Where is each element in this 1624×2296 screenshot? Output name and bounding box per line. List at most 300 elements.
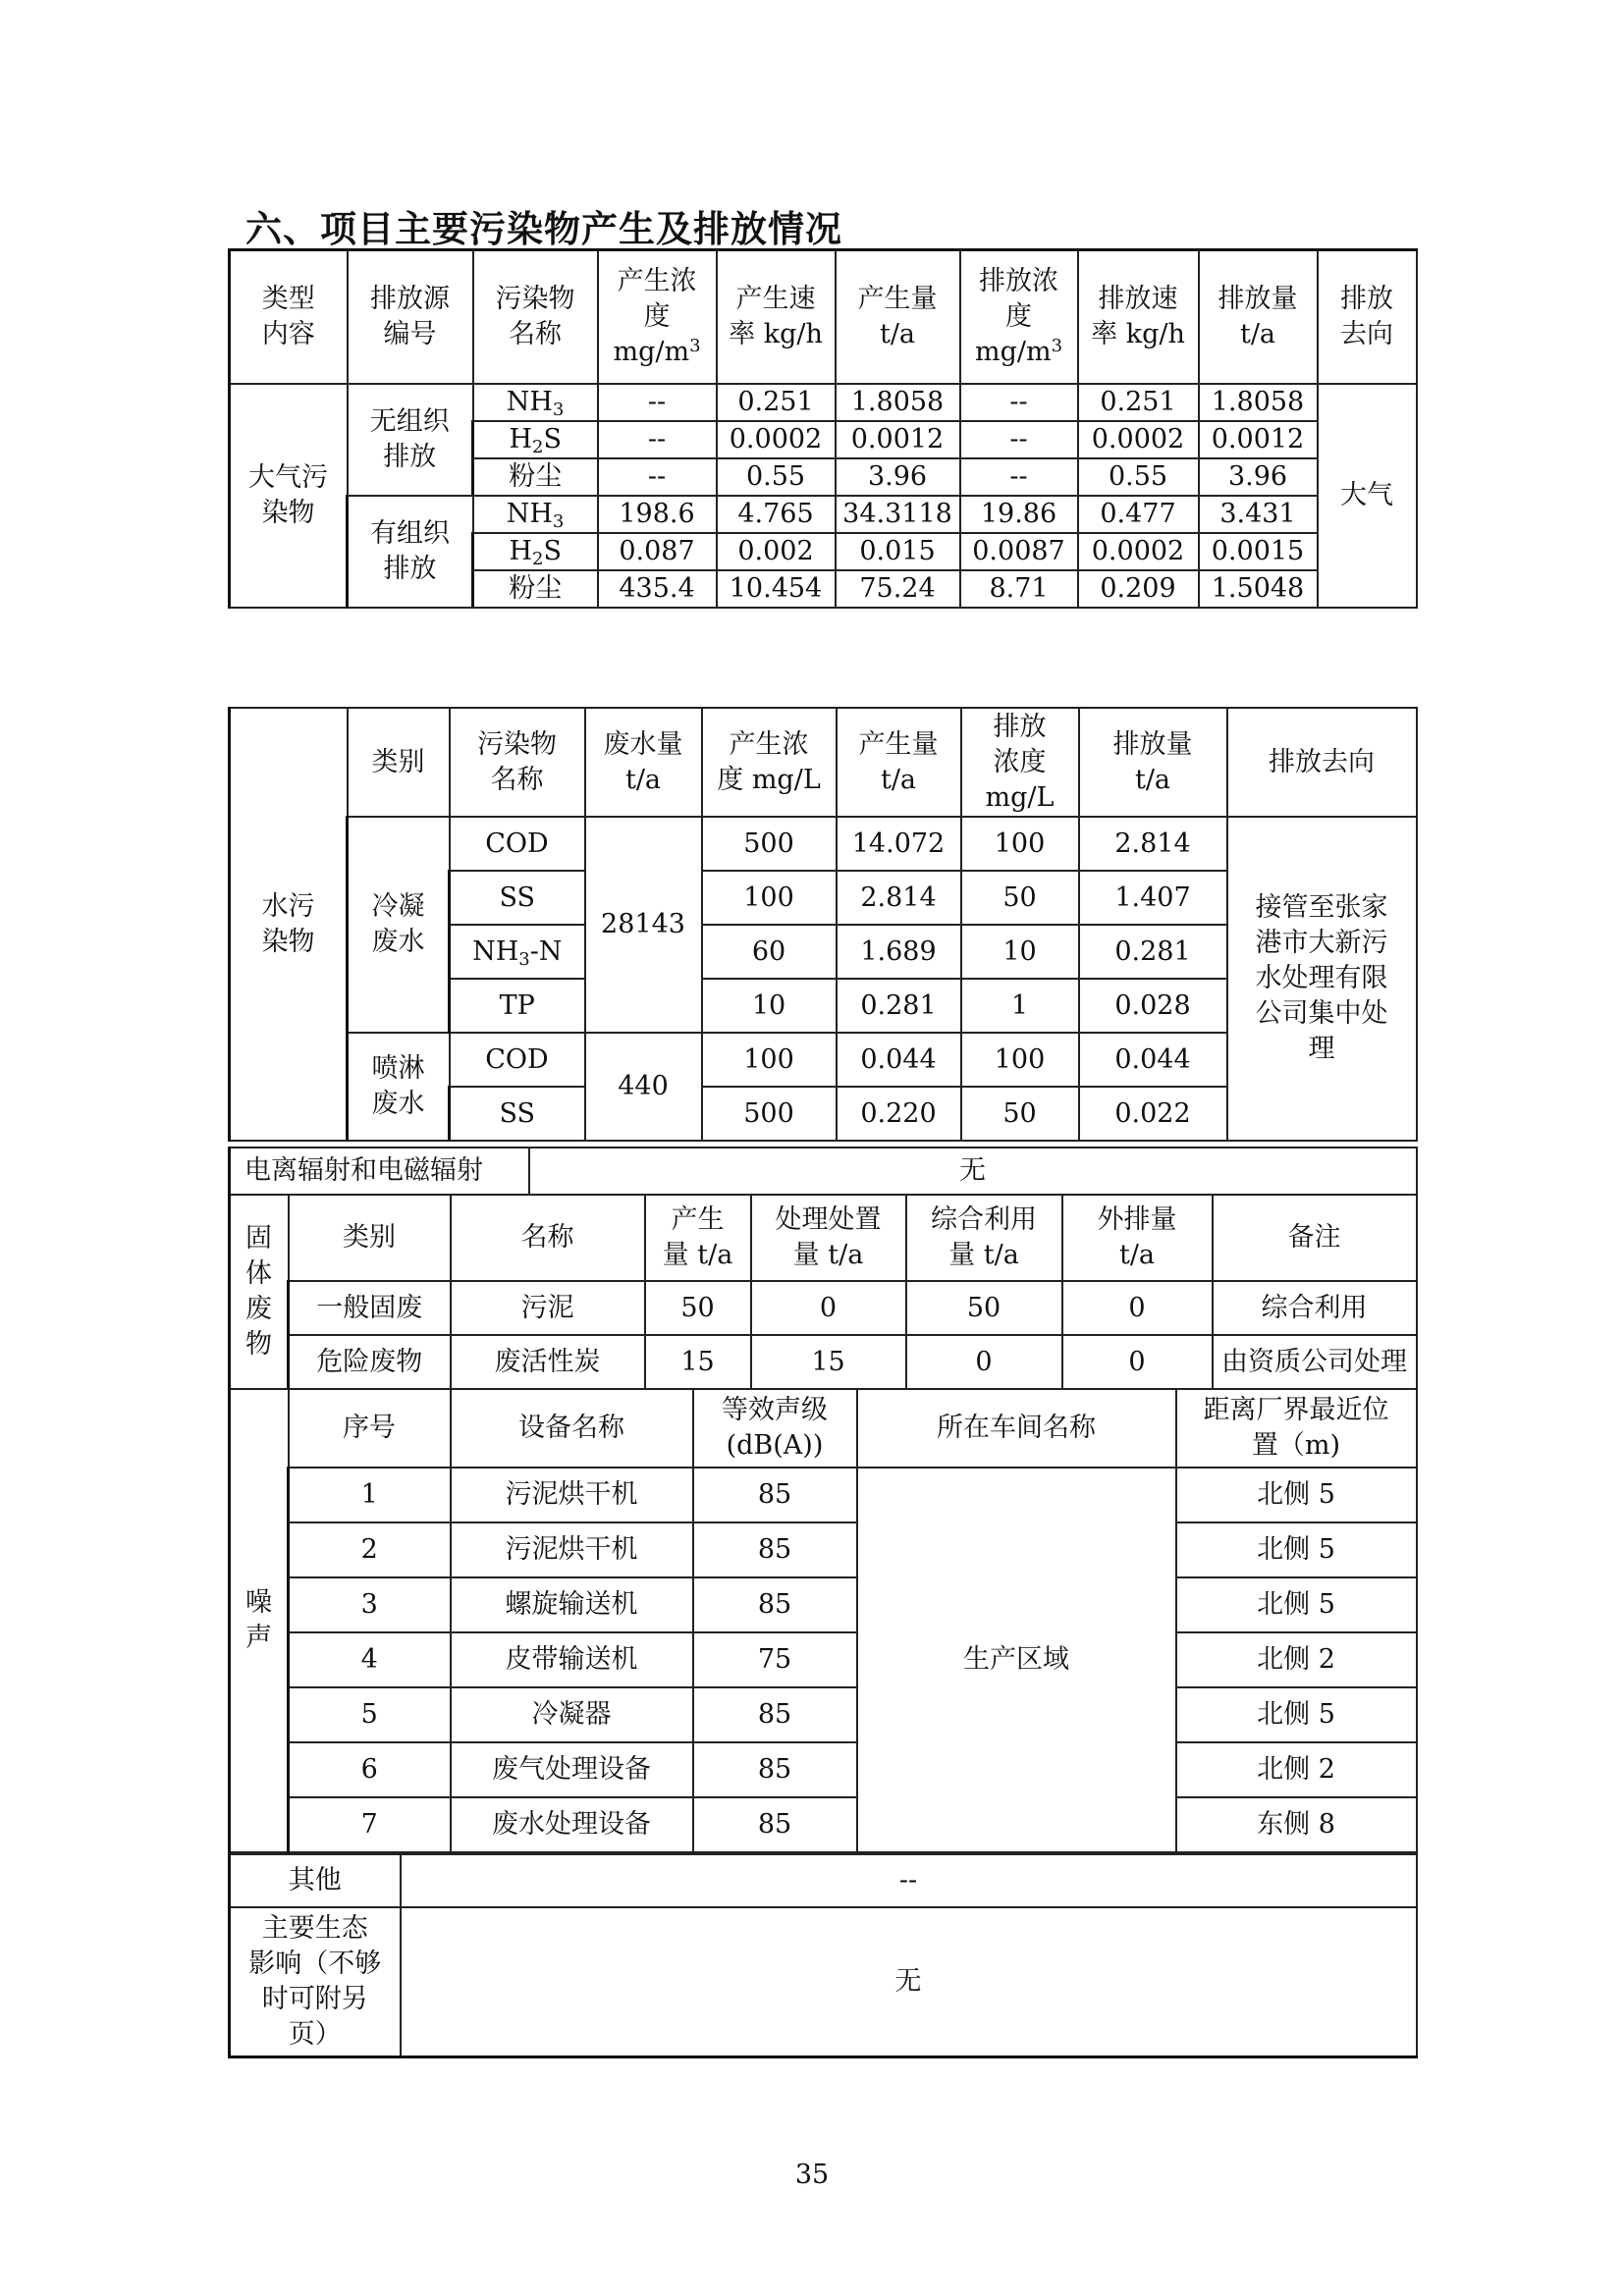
water-row [230, 817, 1417, 871]
water-header-gen-amount-text: 产生量 t/a [858, 728, 939, 795]
header-type [230, 250, 348, 384]
noise-level-text: 85 [757, 1809, 792, 1840]
section-title: 六、项目主要污染物产生及排放情况 [245, 208, 842, 250]
noise-device [451, 1468, 693, 1522]
water-gen-conc-text: 500 [743, 1097, 794, 1129]
air-pollutant-suffix: S [543, 535, 562, 566]
other-label-text: 其他 [288, 1865, 342, 1896]
header-gen-conc: 产生浓 度 $mg/m^3$ [598, 250, 717, 384]
noise-device [451, 1522, 693, 1577]
air-gen-rate-text: 0.251 [737, 386, 814, 417]
solid-discharge [1062, 1281, 1213, 1335]
solid-header-discharge-text: 外排量 t/a [1097, 1204, 1177, 1270]
air-pollutant-suffix: S [543, 423, 562, 454]
solid-note [1213, 1335, 1417, 1389]
water-gen-conc [702, 925, 837, 979]
noise-distance [1176, 1742, 1417, 1797]
air-group-name [348, 496, 473, 608]
air-gen-rate [717, 533, 836, 570]
water-gen-amount [837, 817, 961, 871]
header-emit-rate-text: 排放速 率 kg/h [1091, 283, 1185, 349]
water-emit-conc [961, 871, 1079, 925]
solid-header-kind [289, 1195, 451, 1281]
other-table [228, 1853, 1418, 2058]
noise-header-level-text: 等效声级 (dB(A)) [722, 1395, 828, 1461]
air-destination-text: 大气 [1340, 479, 1393, 510]
solid-header-name-text: 名称 [520, 1222, 574, 1253]
water-emit-amount-text: 0.281 [1114, 935, 1191, 967]
noise-row [230, 1632, 1417, 1687]
noise-row [230, 1522, 1417, 1577]
ecology-value-text: 无 [894, 1965, 922, 1997]
header-gen-rate-text: 产生速 率 kg/h [729, 283, 823, 349]
noise-workshop [857, 1468, 1176, 1852]
air-emit-amount-text: 0.0012 [1211, 423, 1305, 454]
ecology-label-text: 主要生态 影响（不够 时可附另 页） [248, 1912, 382, 2050]
solid-header-name [451, 1195, 645, 1281]
water-pollutant-subscript: 3 [518, 948, 530, 970]
water-gen-conc [702, 871, 837, 925]
air-emit-conc [960, 496, 1078, 533]
solid-name-text: 废活性炭 [494, 1346, 601, 1377]
noise-distance-text: 北侧 2 [1257, 1644, 1335, 1675]
noise-device [451, 1742, 693, 1797]
air-gen-conc-text: 0.087 [619, 535, 695, 566]
noise-distance-text: 北侧 5 [1257, 1534, 1335, 1565]
solid-row [230, 1281, 1417, 1335]
noise-header-device [451, 1389, 693, 1468]
noise-distance-text: 北侧 5 [1257, 1589, 1335, 1620]
header-gen-conc-text: 产生浓 度 [617, 265, 697, 332]
air-emit-amount-text: 3.431 [1219, 498, 1296, 529]
water-gen-conc-text: 500 [743, 828, 794, 859]
noise-distance [1176, 1797, 1417, 1852]
noise-no [289, 1632, 451, 1687]
solid-disposal-text: 0 [819, 1292, 838, 1323]
water-emit-amount [1079, 979, 1227, 1033]
water-emit-conc [961, 1033, 1079, 1087]
air-emit-conc-text: -- [1009, 386, 1028, 417]
air-pollutant-text: H [509, 535, 533, 566]
solid-body [230, 1195, 1417, 1389]
noise-level [693, 1742, 857, 1797]
water-gen-conc [702, 1033, 837, 1087]
water-group-name-text: 冷凝 废水 [371, 891, 425, 957]
air-emit-amount [1199, 384, 1318, 421]
other-value-text: -- [898, 1865, 918, 1896]
air-gen-amount [836, 421, 960, 458]
water-pollutant [450, 871, 585, 925]
air-emit-rate-text: 0.477 [1100, 498, 1176, 529]
water-gen-amount-text: 1.689 [860, 935, 937, 967]
water-emit-amount-text: 0.028 [1114, 989, 1191, 1021]
air-pollutant-text: 粉尘 [509, 460, 563, 492]
noise-no [289, 1687, 451, 1742]
solid-disposal [751, 1335, 906, 1389]
solid-header-gen [645, 1195, 751, 1281]
air-gen-amount-text: 0.015 [859, 535, 936, 566]
water-header-pollutant [450, 708, 585, 817]
air-pollutant [473, 570, 598, 608]
air-gen-amount-text: 75.24 [859, 572, 936, 604]
solid-header-kind-text: 类别 [343, 1222, 396, 1253]
air-category-text: 大气污 染物 [248, 461, 328, 528]
noise-device-text: 冷凝器 [531, 1699, 612, 1730]
noise-no [289, 1522, 451, 1577]
water-group-name-text: 喷淋 废水 [371, 1053, 425, 1119]
solid-disposal-text: 15 [811, 1346, 845, 1377]
solid-gen [645, 1335, 751, 1389]
header-emit-rate [1078, 250, 1199, 384]
air-gen-rate [717, 458, 836, 496]
noise-header-row [230, 1389, 1417, 1468]
noise-no-text: 2 [360, 1534, 378, 1565]
water-pollutant-text: SS [499, 1097, 536, 1129]
air-gen-conc [598, 458, 717, 496]
header-gen-amount-text: 产生量 t/a [857, 283, 938, 349]
air-group-name-text: 有组织 排放 [370, 517, 450, 584]
solid-reuse-text: 0 [975, 1346, 993, 1377]
air-pollutant-text: 粉尘 [509, 572, 563, 604]
air-gen-rate-text: 0.0002 [729, 423, 823, 454]
air-emit-amount [1199, 496, 1318, 533]
water-gen-amount [837, 979, 961, 1033]
air-emit-amount [1199, 458, 1318, 496]
water-pollutant-suffix: -N [529, 935, 563, 967]
air-emit-conc [960, 384, 1078, 421]
solid-discharge-text: 0 [1128, 1346, 1146, 1377]
header-emit-conc-unit: mg/m [974, 336, 1052, 367]
header-destination-text: 排放 去向 [1340, 283, 1393, 349]
water-emit-conc-text: 100 [994, 1043, 1046, 1075]
radiation-value-text: 无 [959, 1155, 986, 1186]
water-gen-amount-text: 0.220 [860, 1097, 937, 1129]
noise-level-text: 85 [757, 1534, 792, 1565]
water-header-wastewater-text: 废水量 t/a [603, 728, 683, 795]
noise-distance-text: 北侧 2 [1257, 1754, 1335, 1785]
water-gen-amount-text: 2.814 [860, 881, 937, 913]
water-gen-conc-text: 10 [751, 989, 786, 1021]
solid-header-note-text: 备注 [1287, 1222, 1341, 1253]
air-gen-rate-text: 0.002 [737, 535, 814, 566]
water-body [230, 708, 1417, 1141]
air-row [230, 384, 1417, 421]
air-gen-conc-text: -- [647, 423, 667, 454]
ecology-label [230, 1907, 401, 2056]
solid-kind [289, 1281, 451, 1335]
solid-header-discharge [1062, 1195, 1213, 1281]
noise-device-text: 污泥烘干机 [505, 1479, 638, 1510]
noise-row [230, 1797, 1417, 1852]
air-emit-rate-text: 0.55 [1108, 460, 1168, 492]
noise-no-text: 1 [360, 1479, 378, 1510]
air-group-name-text: 无组织 排放 [369, 405, 450, 472]
noise-workshop-text: 生产区域 [963, 1644, 1069, 1675]
air-emit-amount-text: 1.5048 [1211, 572, 1305, 604]
noise-distance [1176, 1468, 1417, 1522]
solid-name [451, 1335, 645, 1389]
air-gen-amount-text: 3.96 [867, 460, 928, 492]
water-pollutant-text: COD [485, 828, 549, 859]
water-header-emit-conc [961, 708, 1079, 817]
solid-note-text: 由资质公司处理 [1221, 1346, 1407, 1377]
noise-header-workshop-text: 所在车间名称 [937, 1413, 1096, 1443]
header-gen-amount [836, 250, 960, 384]
water-pollutant-table [228, 707, 1418, 1142]
noise-level-text: 85 [757, 1589, 792, 1620]
air-gen-conc-text: 198.6 [619, 498, 695, 529]
air-gen-amount-text: 1.8058 [850, 386, 945, 417]
noise-device [451, 1632, 693, 1687]
solid-gen-text: 15 [680, 1346, 715, 1377]
air-emit-conc [960, 533, 1078, 570]
other-label [230, 1854, 401, 1907]
solid-category [230, 1195, 289, 1389]
air-pollutant-subscript: 2 [532, 548, 544, 569]
water-pollutant-text: SS [499, 881, 536, 913]
solid-name-text: 污泥 [520, 1292, 574, 1323]
header-gen-rate [717, 250, 836, 384]
air-emit-amount [1199, 421, 1318, 458]
air-emit-rate [1078, 533, 1199, 570]
air-gen-amount-text: 34.3118 [842, 498, 952, 529]
air-emit-rate [1078, 458, 1199, 496]
water-gen-conc [702, 979, 837, 1033]
noise-distance [1176, 1522, 1417, 1577]
air-pollutant-table [228, 248, 1418, 609]
air-gen-rate-text: 0.55 [745, 460, 806, 492]
header-source [348, 250, 473, 384]
noise-level-text: 85 [757, 1699, 792, 1730]
air-pollutant-subscript: 3 [552, 399, 565, 420]
noise-no [289, 1577, 451, 1632]
air-header-row [230, 250, 1417, 384]
air-emit-conc-text: -- [1009, 423, 1028, 454]
water-header-wastewater [585, 708, 702, 817]
air-gen-amount [836, 458, 960, 496]
water-gen-conc-text: 100 [743, 881, 794, 913]
air-gen-rate-text: 10.454 [729, 572, 823, 604]
air-destination [1318, 384, 1417, 608]
water-destination-text: 接管至张家 港市大新污 水处理有限 公司集中处 理 [1255, 892, 1388, 1064]
solid-header-note [1213, 1195, 1417, 1281]
air-gen-conc [598, 421, 717, 458]
noise-no [289, 1742, 451, 1797]
header-pollutant [473, 250, 598, 384]
noise-category-text: 噪 声 [245, 1587, 272, 1653]
solid-name [451, 1281, 645, 1335]
noise-device-text: 废气处理设备 [492, 1754, 651, 1785]
solid-gen-text: 50 [680, 1292, 715, 1323]
air-gen-amount [836, 496, 960, 533]
water-volume-text: 440 [618, 1071, 669, 1101]
air-group-name [348, 384, 473, 496]
water-pollutant [450, 925, 585, 979]
water-category [230, 708, 348, 1141]
noise-distance [1176, 1632, 1417, 1687]
noise-device [451, 1577, 693, 1632]
noise-distance [1176, 1577, 1417, 1632]
air-emit-conc [960, 570, 1078, 608]
water-emit-amount-text: 0.022 [1114, 1097, 1191, 1129]
water-emit-amount [1079, 1033, 1227, 1087]
water-gen-amount [837, 871, 961, 925]
water-header-pollutant-text: 污染物 名称 [477, 728, 557, 795]
header-emit-conc: 排放浓 度 $mg/m^3$ [960, 250, 1078, 384]
solid-header-reuse [906, 1195, 1062, 1281]
ecology-value [401, 1907, 1417, 2056]
water-gen-amount [837, 1033, 961, 1087]
air-gen-conc-text: -- [647, 386, 667, 417]
air-emit-conc-text: 0.0087 [972, 535, 1065, 566]
water-pollutant [450, 817, 585, 871]
header-type-text: 类型 内容 [261, 283, 315, 349]
water-volume [585, 817, 702, 1033]
water-header-destination-text: 排放去向 [1269, 746, 1375, 777]
water-emit-conc [961, 979, 1079, 1033]
air-gen-conc [598, 496, 717, 533]
water-gen-conc [702, 1087, 837, 1141]
water-pollutant [450, 1033, 585, 1087]
water-emit-conc-text: 10 [1002, 935, 1037, 967]
water-gen-amount-text: 0.281 [860, 989, 937, 1021]
air-pollutant-text: NH [506, 498, 553, 529]
air-gen-rate [717, 496, 836, 533]
water-volume-text: 28143 [601, 909, 685, 939]
noise-device-text: 皮带输送机 [505, 1644, 638, 1675]
air-emit-conc-text: 8.71 [989, 572, 1049, 604]
radiation-row [230, 1148, 1417, 1195]
air-pollutant [473, 458, 598, 496]
air-gen-amount [836, 533, 960, 570]
solid-waste-table [228, 1194, 1418, 1390]
water-emit-amount-text: 0.044 [1114, 1043, 1191, 1075]
noise-table [228, 1388, 1418, 1853]
water-volume [585, 1033, 702, 1141]
noise-distance [1176, 1687, 1417, 1742]
page-number: 35 [794, 2160, 830, 2190]
noise-level-text: 85 [757, 1479, 792, 1510]
noise-device-text: 污泥烘干机 [505, 1534, 638, 1565]
noise-no-text: 3 [360, 1589, 378, 1620]
air-emit-rate-text: 0.209 [1100, 572, 1176, 604]
water-emit-amount [1079, 1087, 1227, 1141]
air-gen-amount-text: 0.0012 [850, 423, 945, 454]
air-gen-amount [836, 384, 960, 421]
water-pollutant-text: TP [499, 989, 535, 1021]
solid-header-disposal-text: 处理处置 量 t/a [775, 1204, 882, 1270]
noise-device [451, 1687, 693, 1742]
noise-distance-text: 东侧 8 [1257, 1809, 1335, 1840]
water-group-name [348, 817, 450, 1033]
air-pollutant [473, 384, 598, 421]
water-category-text: 水污 染物 [261, 890, 315, 957]
radiation-table [228, 1147, 1418, 1196]
water-emit-conc-text: 50 [1002, 881, 1037, 913]
air-emit-rate-text: 0.0002 [1091, 423, 1185, 454]
header-emit-conc-text: 排放浓 度 [979, 265, 1058, 332]
air-pollutant [473, 421, 598, 458]
air-emit-amount [1199, 533, 1318, 570]
solid-header-row [230, 1195, 1417, 1281]
water-header-gen-conc [702, 708, 837, 817]
air-gen-conc-text: 435.4 [619, 572, 695, 604]
other-value [401, 1854, 1417, 1907]
solid-header-gen-text: 产生 量 t/a [662, 1204, 733, 1270]
water-gen-conc-text: 100 [743, 1043, 794, 1075]
noise-no-text: 5 [360, 1699, 378, 1730]
water-header-gen-amount [837, 708, 961, 817]
air-emit-conc-text: -- [1009, 460, 1028, 492]
air-gen-rate [717, 384, 836, 421]
solid-gen [645, 1281, 751, 1335]
header-emit-amount-text: 排放量 t/a [1218, 283, 1298, 349]
solid-category-text: 固 体 废 物 [245, 1223, 272, 1360]
solid-reuse [906, 1335, 1062, 1389]
header-gen-conc-unit: mg/m [613, 336, 690, 367]
noise-no [289, 1468, 451, 1522]
water-pollutant-text: COD [485, 1043, 549, 1075]
air-emit-rate [1078, 496, 1199, 533]
noise-device-text: 螺旋输送机 [505, 1589, 638, 1620]
noise-device [451, 1797, 693, 1852]
noise-header-workshop [857, 1389, 1176, 1468]
air-emit-conc [960, 421, 1078, 458]
water-header-kind-text: 类别 [371, 746, 425, 777]
solid-header-reuse-text: 综合利用 量 t/a [931, 1204, 1037, 1270]
water-emit-amount-text: 2.814 [1114, 828, 1191, 859]
water-gen-amount-text: 0.044 [860, 1043, 937, 1075]
noise-header-distance [1176, 1389, 1417, 1468]
water-emit-amount [1079, 925, 1227, 979]
noise-header-distance-text: 距离厂界最近位 置（m) [1203, 1395, 1389, 1461]
noise-no-text: 6 [360, 1754, 378, 1785]
noise-body [230, 1389, 1417, 1852]
air-pollutant [473, 496, 598, 533]
radiation-label [230, 1148, 529, 1195]
noise-no [289, 1797, 451, 1852]
air-emit-conc [960, 458, 1078, 496]
air-gen-conc [598, 570, 717, 608]
water-emit-conc-text: 100 [994, 828, 1046, 859]
water-header-row [230, 708, 1417, 817]
noise-level [693, 1577, 857, 1632]
air-category [230, 384, 348, 608]
air-emit-rate [1078, 570, 1199, 608]
air-emit-rate-text: 0.0002 [1091, 535, 1185, 566]
header-pollutant-text: 污染物 名称 [495, 283, 575, 349]
air-gen-amount [836, 570, 960, 608]
water-emit-conc [961, 817, 1079, 871]
radiation-value [529, 1148, 1417, 1195]
noise-level-text: 85 [757, 1754, 792, 1785]
water-emit-conc [961, 1087, 1079, 1141]
air-emit-amount-text: 1.8058 [1211, 386, 1305, 417]
solid-header-disposal [751, 1195, 906, 1281]
noise-level-text: 75 [757, 1644, 792, 1675]
noise-header-device-text: 设备名称 [518, 1413, 624, 1443]
solid-note-text: 综合利用 [1261, 1292, 1368, 1323]
solid-reuse [906, 1281, 1062, 1335]
noise-level [693, 1797, 857, 1852]
other-row [230, 1854, 1417, 1907]
air-gen-conc-text: -- [647, 460, 667, 492]
air-pollutant [473, 533, 598, 570]
solid-kind-text: 危险废物 [316, 1346, 423, 1377]
water-header-kind [348, 708, 450, 817]
water-gen-amount [837, 925, 961, 979]
water-emit-conc-text: 1 [1010, 989, 1029, 1021]
